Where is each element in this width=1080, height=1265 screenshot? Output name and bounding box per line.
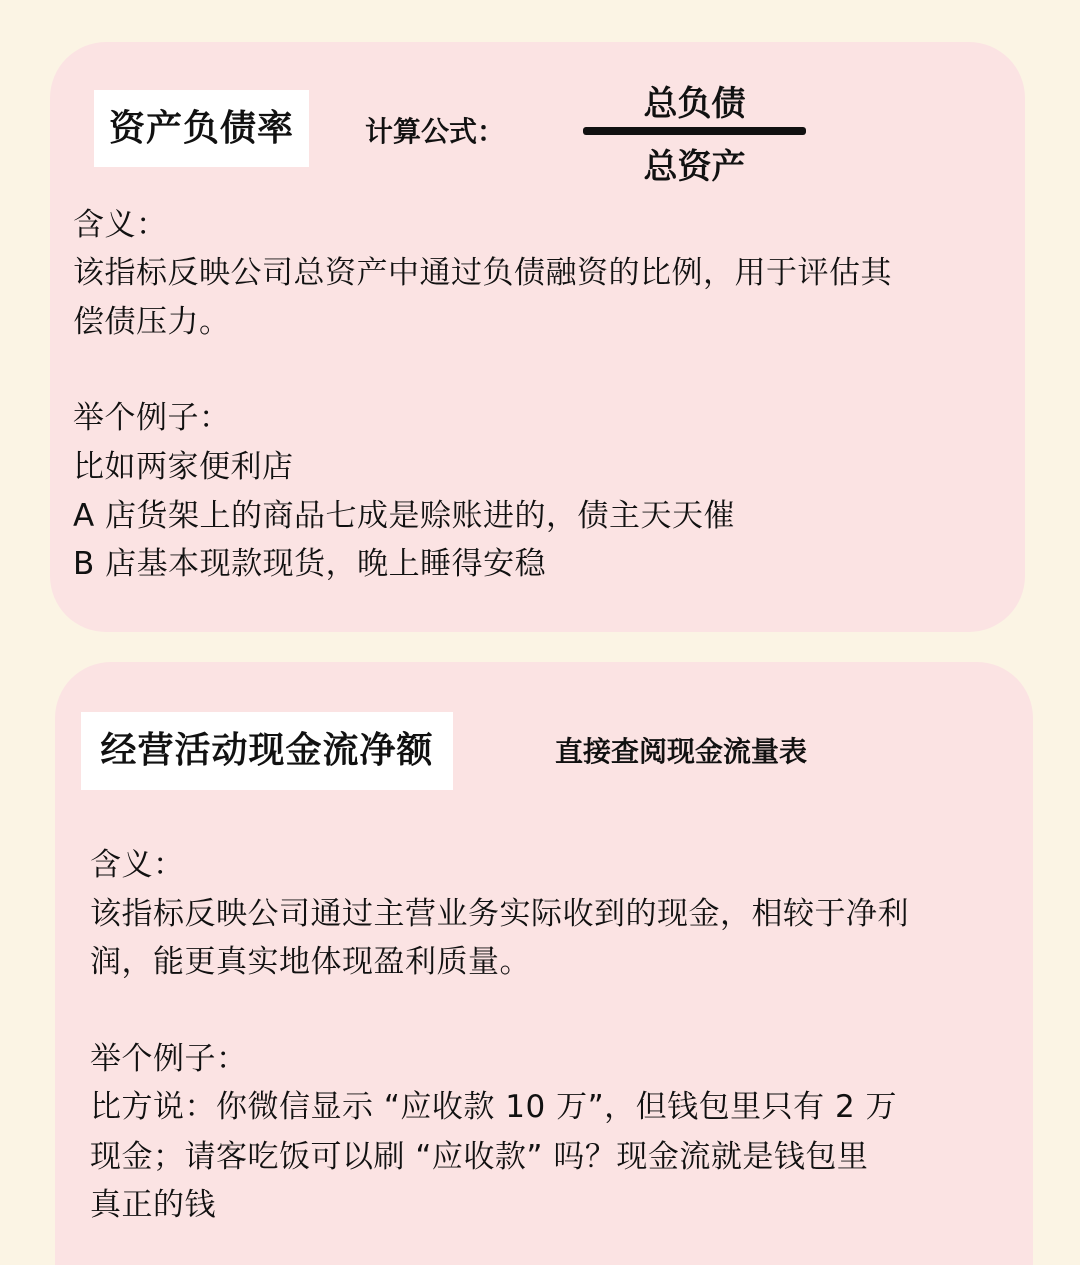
example-line: 比如两家便利店 <box>73 449 294 485</box>
example-line: A 店货架上的商品七成是赊账进的，债主天天催 <box>73 498 736 534</box>
meaning-line: 偿债压力。 <box>73 304 231 340</box>
card-title: 资产负债率 <box>94 90 309 167</box>
operating-cash-flow-card <box>55 662 1033 1265</box>
meaning-line: 该指标反映公司通过主营业务实际收到的现金，相较于净利 <box>90 896 909 932</box>
formula-denominator: 总资产 <box>643 147 746 187</box>
formula-label: 计算公式： <box>365 115 506 148</box>
example-line: 现金；请客吃饭可以刷 “应收款” 吗？现金流就是钱包里 <box>90 1139 869 1175</box>
meaning-label: 含义： <box>90 847 185 883</box>
formula-numerator: 总负债 <box>643 84 746 124</box>
example-line: 真正的钱 <box>90 1187 216 1223</box>
meaning-label: 含义： <box>73 207 168 243</box>
example-label: 举个例子： <box>73 400 231 436</box>
fraction-bar <box>583 127 806 135</box>
card-title: 经营活动现金流净额 <box>81 712 453 790</box>
example-label: 举个例子： <box>90 1041 248 1077</box>
formula-note: 直接查阅现金流量表 <box>555 735 808 768</box>
example-line: B 店基本现款现货，晚上睡得安稳 <box>73 546 547 582</box>
meaning-line: 该指标反映公司总资产中通过负债融资的比例，用于评估其 <box>73 255 892 291</box>
example-line: 比方说：你微信显示 “应收款 10 万”，但钱包里只有 2 万 <box>90 1089 898 1125</box>
meaning-line: 润，能更真实地体现盈利质量。 <box>90 944 531 980</box>
debt-ratio-card <box>50 42 1025 632</box>
